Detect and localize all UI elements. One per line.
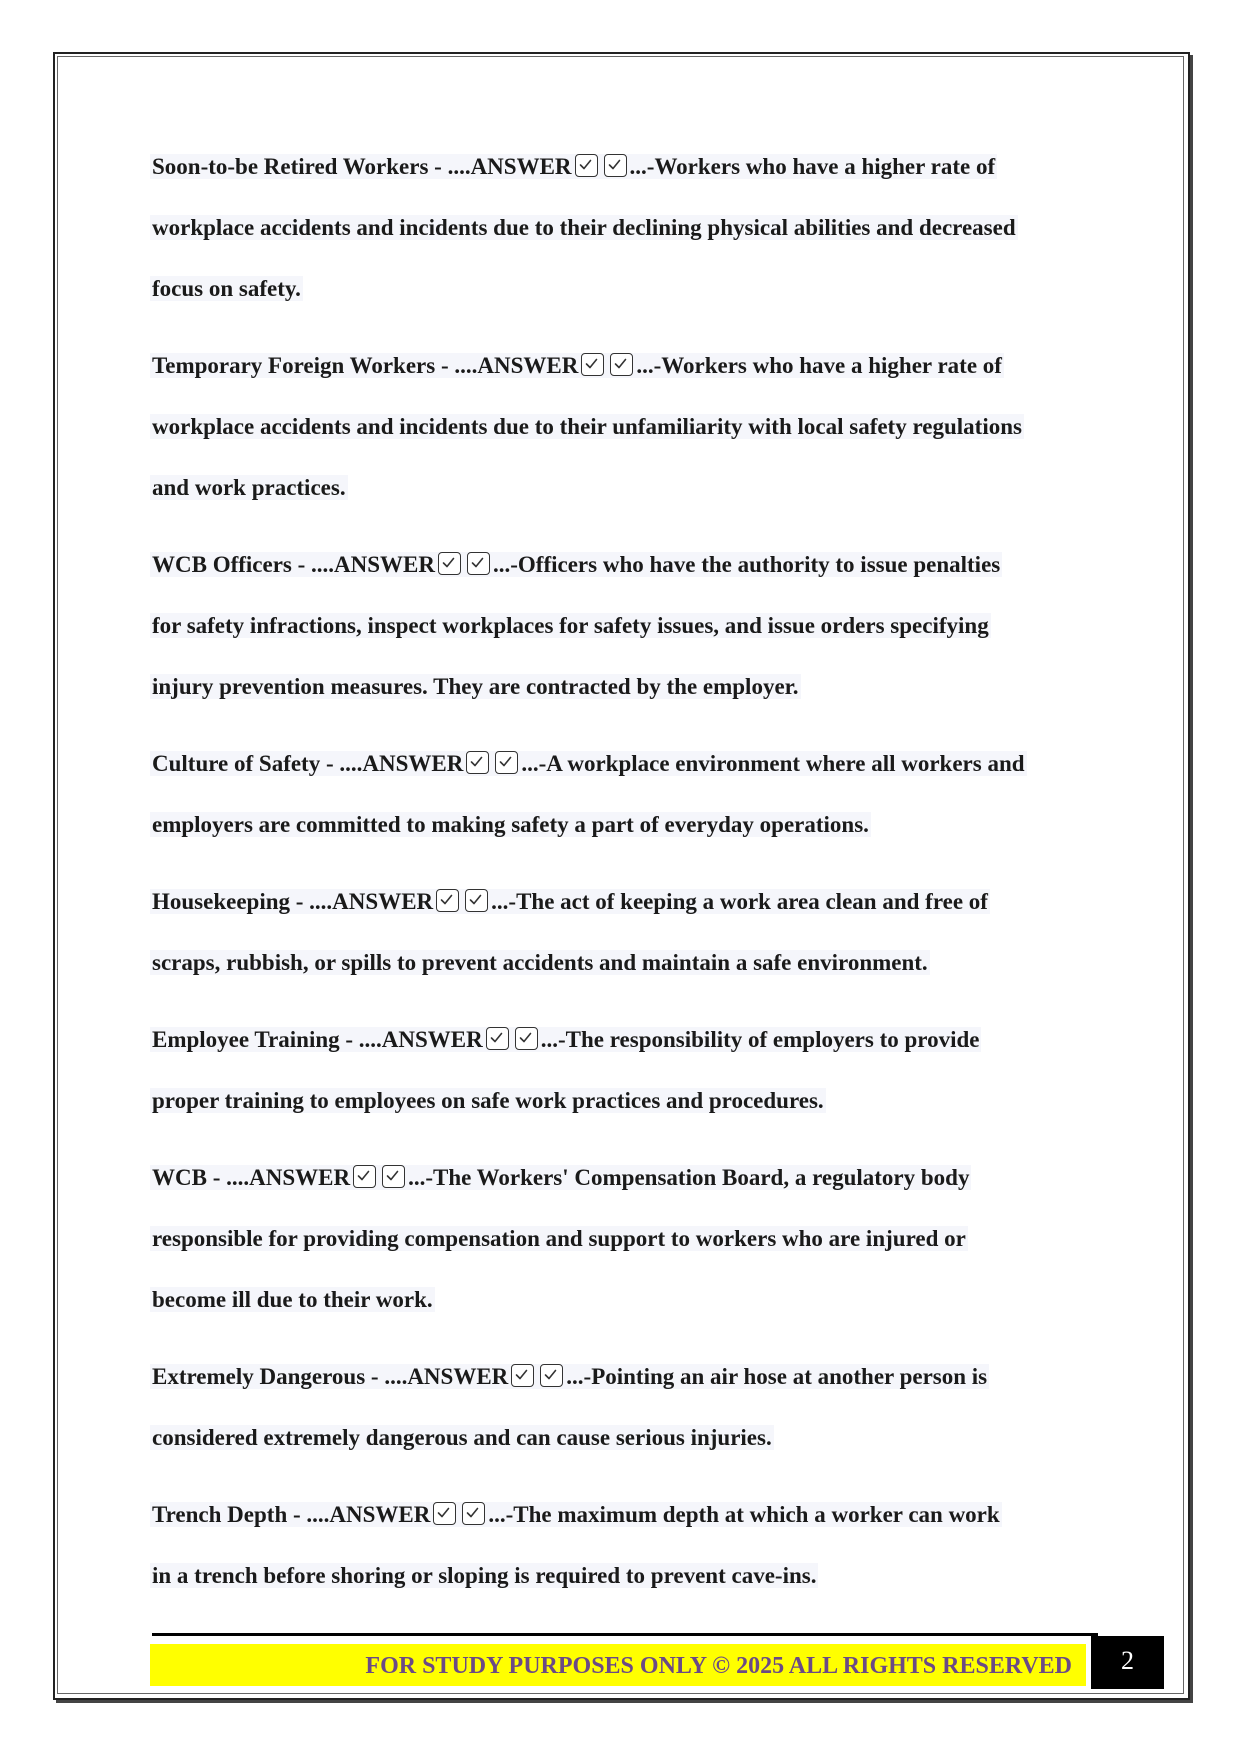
entry-term: Extremely Dangerous - ....ANSWER (152, 1364, 509, 1389)
page-number: 2 (1091, 1636, 1164, 1689)
entry-highlight (150, 353, 1004, 378)
flashcard-entry (150, 544, 1090, 727)
entry-answer-start: ...-Workers who have a higher rate of (629, 154, 996, 179)
entry-answer-text: considered extremely dangerous and can cause serious injuries. (152, 1425, 772, 1450)
flashcard-entry (150, 743, 1090, 865)
entry-line (150, 406, 1090, 467)
flashcard-entry (150, 1157, 1090, 1340)
entry-line (150, 605, 1090, 666)
check-box-icon (610, 353, 633, 376)
check-box-icon (462, 1502, 485, 1525)
entry-line (150, 743, 1090, 804)
entry-line (150, 1356, 1090, 1417)
entry-answer-start: ...-The act of keeping a work area clean and free of (491, 889, 988, 914)
entry-answer-start: ...-Workers who have a higher rate of (636, 353, 1002, 378)
entry-line (150, 1157, 1090, 1218)
entry-line (150, 666, 1090, 727)
entry-answer-text: for safety infractions, inspect workplaces for safety issues, and issue orders specifying (152, 613, 989, 638)
entry-answer-start: ...-Pointing an air hose at another person is (566, 1364, 988, 1389)
check-box-icon (465, 889, 488, 912)
check-box-icon (438, 552, 461, 575)
entry-highlight (150, 1165, 971, 1190)
check-box-icon (604, 154, 627, 177)
entry-answer-start: ...-The Workers' Compensation Board, a regulatory body (408, 1165, 970, 1190)
entry-highlight (150, 889, 990, 914)
entry-answer-text: in a trench before shoring or sloping is required to prevent cave-ins. (152, 1563, 817, 1588)
entry-answer-text: proper training to employees on safe work practices and procedures. (152, 1088, 824, 1113)
entry-line (150, 268, 1090, 329)
entry-line (150, 207, 1090, 268)
footer-bar (150, 1644, 1086, 1686)
check-box-icon (515, 1027, 538, 1050)
entry-line (150, 1417, 1090, 1478)
entry-answer-text: workplace accidents and incidents due to their unfamiliarity with local safety regulations (152, 414, 1022, 439)
entry-line (150, 1279, 1090, 1340)
flashcard-entry (150, 1356, 1090, 1478)
entry-answer-text: workplace accidents and incidents due to their declining physical abilities and decreased (152, 215, 1016, 240)
entry-highlight (150, 1502, 1002, 1527)
entry-line (150, 942, 1090, 1003)
entry-term: Soon-to-be Retired Workers - ....ANSWER (152, 154, 572, 179)
entry-highlight (150, 751, 1027, 776)
flashcard-entry (150, 345, 1090, 528)
entry-answer-text: become ill due to their work. (152, 1287, 433, 1312)
check-box-icon (581, 353, 604, 376)
flashcard-list (150, 146, 1090, 1632)
entry-answer-text: injury prevention measures. They are contracted by the employer. (152, 674, 799, 699)
entry-line (150, 467, 1090, 528)
entry-term: Employee Training - ....ANSWER (152, 1027, 483, 1052)
footer-rule (152, 1633, 1098, 1636)
check-box-icon (495, 751, 518, 774)
entry-line (150, 544, 1090, 605)
entry-term: WCB - ....ANSWER (152, 1165, 351, 1190)
check-box-icon (511, 1364, 534, 1387)
check-box-icon (466, 751, 489, 774)
entry-answer-start: ...-The maximum depth at which a worker can work (488, 1502, 1000, 1527)
check-box-icon (353, 1165, 376, 1188)
entry-highlight (150, 154, 997, 179)
flashcard-entry (150, 1494, 1090, 1616)
entry-line (150, 804, 1090, 865)
check-box-icon (575, 154, 598, 177)
check-box-icon (433, 1502, 456, 1525)
flashcard-entry (150, 1019, 1090, 1141)
check-box-icon (467, 552, 490, 575)
entry-highlight (150, 1027, 981, 1052)
entry-highlight (150, 552, 1002, 577)
check-box-icon (486, 1027, 509, 1050)
entry-highlight (150, 1364, 989, 1389)
entry-line (150, 345, 1090, 406)
entry-answer-start: ...-A workplace environment where all workers and (521, 751, 1025, 776)
flashcard-entry (150, 146, 1090, 329)
check-box-icon (436, 889, 459, 912)
entry-answer-text: focus on safety. (152, 276, 301, 301)
footer-text: FOR STUDY PURPOSES ONLY © 2025 ALL RIGHTS RESERVED (365, 1653, 1072, 1679)
entry-answer-text: and work practices. (152, 475, 346, 500)
entry-line (150, 1494, 1090, 1555)
entry-answer-start: ...-The responsibility of employers to provide (540, 1027, 980, 1052)
entry-answer-text: scraps, rubbish, or spills to prevent accidents and maintain a safe environment. (152, 950, 928, 975)
entry-term: WCB Officers - ....ANSWER (152, 552, 435, 577)
entry-line (150, 881, 1090, 942)
entry-line (150, 1555, 1090, 1616)
entry-line (150, 146, 1090, 207)
entry-term: Temporary Foreign Workers - ....ANSWER (152, 353, 579, 378)
entry-term: Housekeeping - ....ANSWER (152, 889, 434, 914)
entry-answer-text: employers are committed to making safety a part of everyday operations. (152, 812, 869, 837)
check-box-icon (540, 1364, 563, 1387)
entry-line (150, 1218, 1090, 1279)
entry-term: Trench Depth - ....ANSWER (152, 1502, 431, 1527)
entry-line (150, 1019, 1090, 1080)
flashcard-entry (150, 881, 1090, 1003)
entry-term: Culture of Safety - ....ANSWER (152, 751, 464, 776)
entry-line (150, 1080, 1090, 1141)
check-box-icon (382, 1165, 405, 1188)
entry-answer-start: ...-Officers who have the authority to issue penalties (493, 552, 1001, 577)
entry-answer-text: responsible for providing compensation and support to workers who are injured or (152, 1226, 966, 1251)
